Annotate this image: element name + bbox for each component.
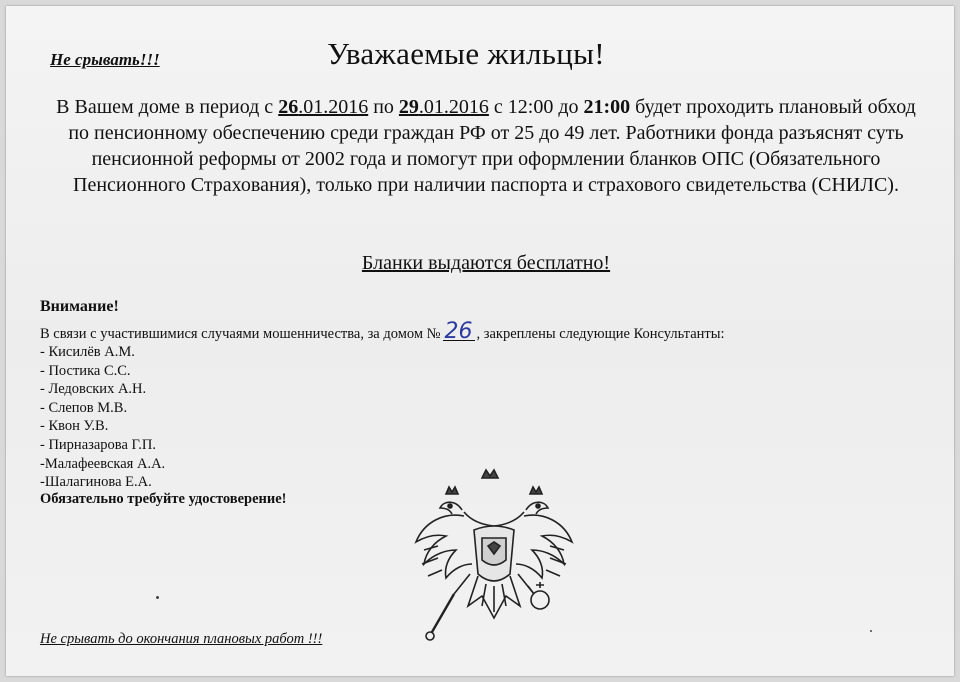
list-item: - Ледовских А.Н. xyxy=(40,381,147,398)
dont-tear-label: Не срывать!!! xyxy=(50,50,160,69)
house-number-handwritten: 26 xyxy=(444,319,473,344)
paper-speck xyxy=(156,596,159,599)
list-item: - Слепов М.В. xyxy=(40,399,128,416)
notice-sheet xyxy=(6,6,954,676)
intro-text-3: с 12:00 до xyxy=(493,96,579,118)
intro-text-4: будет проходить плановый обход по пенсионному обеспечению среди граждан РФ от 25 до 49 лет. Работники фонда разъяснят суть пенсионной реформы от 2002 года и помогут при оформлении бланков ОПС (Обязательного Пенсионного Страхования), только при наличии паспорта и страхового свидетельства (СНИЛС). xyxy=(68,96,916,196)
double-headed-eagle-emblem-icon xyxy=(404,464,584,649)
free-forms-note: Бланки выдаются бесплатно! xyxy=(361,252,611,274)
date-from-rest: .01.2016 xyxy=(298,96,369,118)
date-from-day: 26 xyxy=(278,96,299,118)
list-item: - Пирназарова Г.П. xyxy=(40,436,156,453)
notice-text-before: В связи с участившимися случаями мошенничества, за домом № xyxy=(40,326,441,342)
date-to-day: 29 xyxy=(398,96,419,118)
paper-speck xyxy=(870,630,872,632)
intro-text-1: В Вашем доме в период с xyxy=(56,96,274,118)
intro-paragraph xyxy=(46,94,926,198)
date-to-rest: .01.2016 xyxy=(418,96,489,118)
date-to xyxy=(399,96,489,118)
footer-dont-tear-note: Не срывать до окончания плановых работ !!! xyxy=(40,631,323,647)
list-item: - Квон У.В. xyxy=(40,418,109,435)
fraud-notice xyxy=(40,319,920,344)
require-id-warning: Обязательно требуйте удостоверение! xyxy=(40,491,287,507)
time-to: 21:00 xyxy=(583,96,631,118)
consultant-list xyxy=(40,343,165,492)
page-title: Уважаемые жильцы! xyxy=(327,36,605,71)
date-from xyxy=(278,96,368,118)
list-item: -Шалагинова Е.А. xyxy=(40,474,152,491)
attention-heading: Внимание! xyxy=(40,298,119,315)
notice-text-after: , закреплены следующие Консультанты: xyxy=(476,326,725,342)
list-item: - Постика С.С. xyxy=(40,362,131,379)
intro-text-2: по xyxy=(373,96,394,118)
list-item: - Кисилёв А.М. xyxy=(40,344,135,360)
list-item: -Малафеевская А.А. xyxy=(40,455,166,472)
